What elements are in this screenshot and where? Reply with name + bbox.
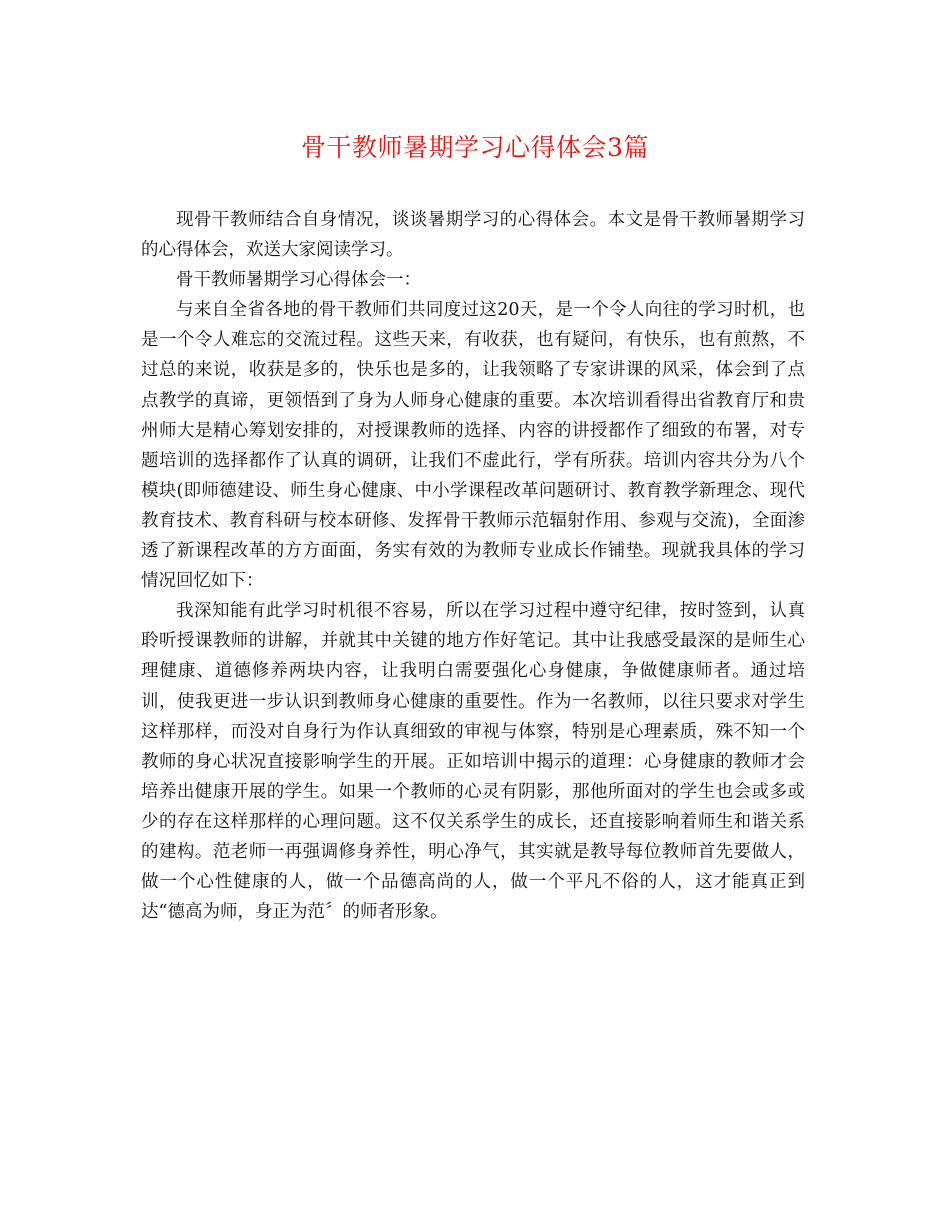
document-title: 骨干教师暑期学习心得体会3篇 bbox=[301, 133, 649, 162]
paragraph-training-overview: 与来自全省各地的骨干教师们共同度过这20天，是一个令人向往的学习时机，也是一个令人难忘的交流过程。这些天来，有收获，也有疑问，有快乐，也有煎熬，不过总的来说，收获是多的，快乐也是多的，让我领略了专家讲课的风采，体会到了点点教学的真谛，更领悟到了身为人师身心健康的重要。本次培训看得出省教育厅和贵州师大是精心筹划安排的，对授课教师的选择、内容的讲授都作了细致的布署，对专题培训的选择都作了认真的调研，让我们不虚此行，学有所获。培训内容共分为八个模块(即师德建设、师生身心健康、中小学课程改革问题研讨、教育教学新理念、现代教育技术、教育科研与校本研修、发挥骨干教师示范辐射作用、参观与交流)，全面渗透了新课程改革的方方面面，务实有效的为教师专业成长作铺垫。现就我具体的学习情况回忆如下： bbox=[141, 300, 805, 592]
section-heading: 骨干教师暑期学习心得体会一： bbox=[176, 270, 421, 291]
paragraph-learning-reflection: 我深知能有此学习时机很不容易，所以在学习过程中遵守纪律，按时签到，认真聆听授课教师的讲解，并就其中关键的地方作好笔记。其中让我感受最深的是师生心理健康、道德修养两块内容，让我明白需要强化心身健康，争做健康师者。通过培训，使我更进一步认识到教师身心健康的重要性。作为一名教师，以往只要求对学生这样那样，而没对自身行为作认真细致的审视与体察，特别是心理素质，殊不知一个教师的身心状况直接影响学生的开展。正如培训中揭示的道理：心身健康的教师才会培养出健康开展的学生。如果一个教师的心灵有阴影，那他所面对的学生也会或多或少的存在这样那样的心理问题。这不仅关系学生的成长，还直接影响着师生和谐关系的建构。范老师一再强调修身养性，明心净气，其实就是教导每位教师首先要做人，做一个心性健康的人，做一个品德高尚的人，做一个平凡不俗的人，这才能真正到达“德高为师，身正为范〞的师者形象。 bbox=[141, 601, 805, 923]
document-body bbox=[141, 205, 805, 927]
paragraph-intro: 现骨干教师结合自身情况，谈谈暑期学习的心得体会。本文是骨干教师暑期学习的心得体会，欢送大家阅读学习。 bbox=[141, 210, 805, 261]
